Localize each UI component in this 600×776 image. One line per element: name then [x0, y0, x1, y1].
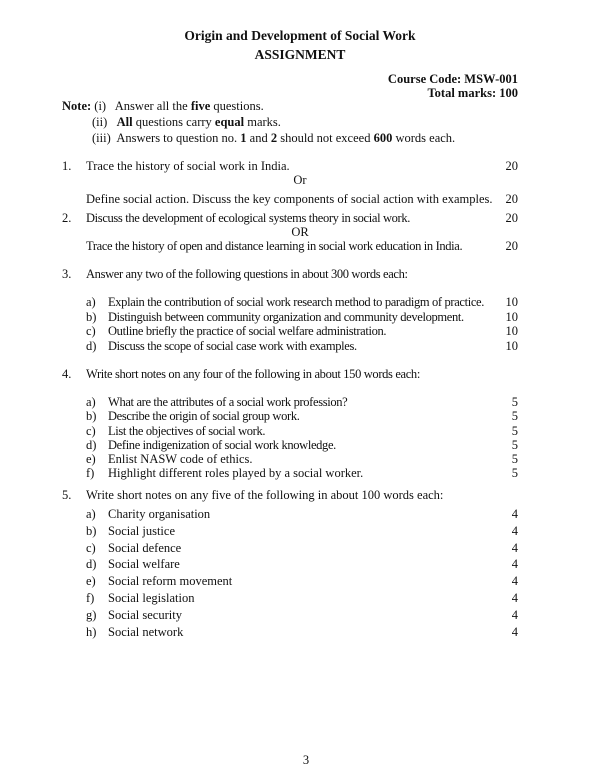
q3-c-marks: 10 — [505, 324, 518, 338]
note-bold-3c: 600 — [373, 131, 393, 145]
q4-number: 4. — [62, 367, 72, 381]
q1-marks: 20 — [505, 159, 518, 173]
q4-f-text: Highlight different roles played by a social worker. — [108, 466, 364, 480]
q4-b-letter: b) — [86, 409, 97, 423]
q3-b-text: Distinguish between community organization and community development. — [108, 310, 464, 324]
q3-d-text: Discuss the scope of social case work with examples. — [108, 339, 357, 353]
note-bold-2: All — [116, 115, 133, 129]
q4-e-text: Enlist NASW code of ethics. — [108, 452, 253, 466]
q4-d-marks: 5 — [511, 438, 518, 452]
q4-f-marks: 5 — [511, 466, 518, 480]
q1-text: Trace the history of social work in India. — [86, 159, 290, 173]
q5-d-letter: d) — [86, 557, 97, 571]
q5-f-text: Social legislation — [108, 591, 195, 605]
q5-a-letter: a) — [86, 507, 96, 521]
q5-h-text: Social network — [108, 625, 184, 639]
q4-e-letter: e) — [86, 452, 96, 466]
q3-d-letter: d) — [86, 339, 97, 353]
q4-a-text: What are the attributes of a social work profession? — [108, 395, 348, 409]
q5-b-text: Social justice — [108, 524, 175, 538]
q3-d-marks: 10 — [505, 339, 518, 353]
note-text-2: questions carry — [132, 115, 215, 129]
note-text-3a: Answers to question no. — [116, 131, 241, 145]
q5-f-letter: f) — [86, 591, 95, 605]
q4-c-letter: c) — [86, 424, 96, 438]
note-num-1: (i) — [94, 99, 107, 113]
q3-number: 3. — [62, 267, 72, 281]
q5-d-text: Social welfare — [108, 557, 180, 571]
q2-or: OR — [291, 225, 309, 239]
q5-b-marks: 4 — [511, 524, 518, 538]
q3-a-letter: a) — [86, 295, 96, 309]
q5-text: Write short notes on any five of the following in about 100 words each: — [86, 488, 444, 502]
q5-number: 5. — [62, 488, 72, 502]
note-bold-3a: 1 — [240, 131, 247, 145]
q2-text: Discuss the development of ecological systems theory in social work. — [86, 211, 411, 225]
note-line-2 — [92, 116, 281, 129]
q3-c-letter: c) — [86, 324, 96, 338]
q5-h-marks: 4 — [511, 625, 518, 639]
q1-or: Or — [293, 173, 307, 187]
q4-d-text: Define indigenization of social work knowledge. — [108, 438, 336, 452]
note-line-1 — [62, 100, 264, 113]
note-text-3c: should not exceed — [277, 131, 374, 145]
page-number: 3 — [302, 753, 310, 767]
q5-c-letter: c) — [86, 541, 96, 555]
q5-h-letter: h) — [86, 625, 97, 639]
course-code: Course Code: MSW-001 — [387, 72, 518, 86]
document-subtitle: ASSIGNMENT — [254, 47, 346, 62]
q2-marks: 20 — [505, 211, 518, 225]
q1-alt-text: Define social action. Discuss the key components of social action with examples. — [86, 192, 493, 206]
note-text-2b: marks. — [244, 115, 281, 129]
q5-a-marks: 4 — [511, 507, 518, 521]
q4-b-text: Describe the origin of social group work. — [108, 409, 300, 423]
q3-b-marks: 10 — [505, 310, 518, 324]
q3-b-letter: b) — [86, 310, 97, 324]
q5-e-text: Social reform movement — [108, 574, 233, 588]
q4-d-letter: d) — [86, 438, 97, 452]
q3-text: Answer any two of the following questions in about 300 words each: — [86, 267, 408, 281]
document-title: Origin and Development of Social Work — [184, 28, 416, 43]
q4-c-marks: 5 — [511, 424, 518, 438]
q4-a-letter: a) — [86, 395, 96, 409]
note-text-1b: questions. — [210, 99, 264, 113]
total-marks: Total marks: 100 — [427, 86, 518, 100]
q3-c-text: Outline briefly the practice of social welfare administration. — [108, 324, 387, 338]
q4-b-marks: 5 — [511, 409, 518, 423]
note-bold-2b: equal — [214, 115, 245, 129]
q5-g-letter: g) — [86, 608, 97, 622]
q5-g-marks: 4 — [511, 608, 518, 622]
q5-b-letter: b) — [86, 524, 97, 538]
q5-e-marks: 4 — [511, 574, 518, 588]
q5-a-text: Charity organisation — [108, 507, 211, 521]
note-text-3d: words each. — [392, 131, 456, 145]
q5-g-text: Social security — [108, 608, 182, 622]
q2-alt-marks: 20 — [505, 239, 518, 253]
note-num-2: (ii) — [92, 115, 108, 129]
note-text-1a: Answer all the — [114, 99, 191, 113]
q5-f-marks: 4 — [511, 591, 518, 605]
q1-number: 1. — [62, 159, 72, 173]
q5-e-letter: e) — [86, 574, 96, 588]
q4-c-text: List the objectives of social work. — [108, 424, 266, 438]
note-bold-3b: 2 — [270, 131, 278, 145]
q4-e-marks: 5 — [511, 452, 518, 466]
note-bold-1: five — [190, 99, 211, 113]
q4-f-letter: f) — [86, 466, 95, 480]
q5-c-marks: 4 — [511, 541, 518, 555]
note-num-3: (iii) — [92, 131, 111, 145]
q4-text: Write short notes on any four of the following in about 150 words each: — [86, 367, 420, 381]
q5-d-marks: 4 — [511, 557, 518, 571]
q4-a-marks: 5 — [511, 395, 518, 409]
q3-a-marks: 10 — [505, 295, 518, 309]
q5-c-text: Social defence — [108, 541, 182, 555]
note-label: Note: — [62, 99, 92, 113]
note-line-3 — [92, 132, 455, 145]
q2-number: 2. — [62, 211, 72, 225]
q1-alt-marks: 20 — [505, 192, 518, 206]
note-text-3b: and — [246, 131, 271, 145]
q2-alt-text: Trace the history of open and distance learning in social work education in India. — [86, 239, 463, 253]
q3-a-text: Explain the contribution of social work research method to paradigm of practice. — [108, 295, 485, 309]
